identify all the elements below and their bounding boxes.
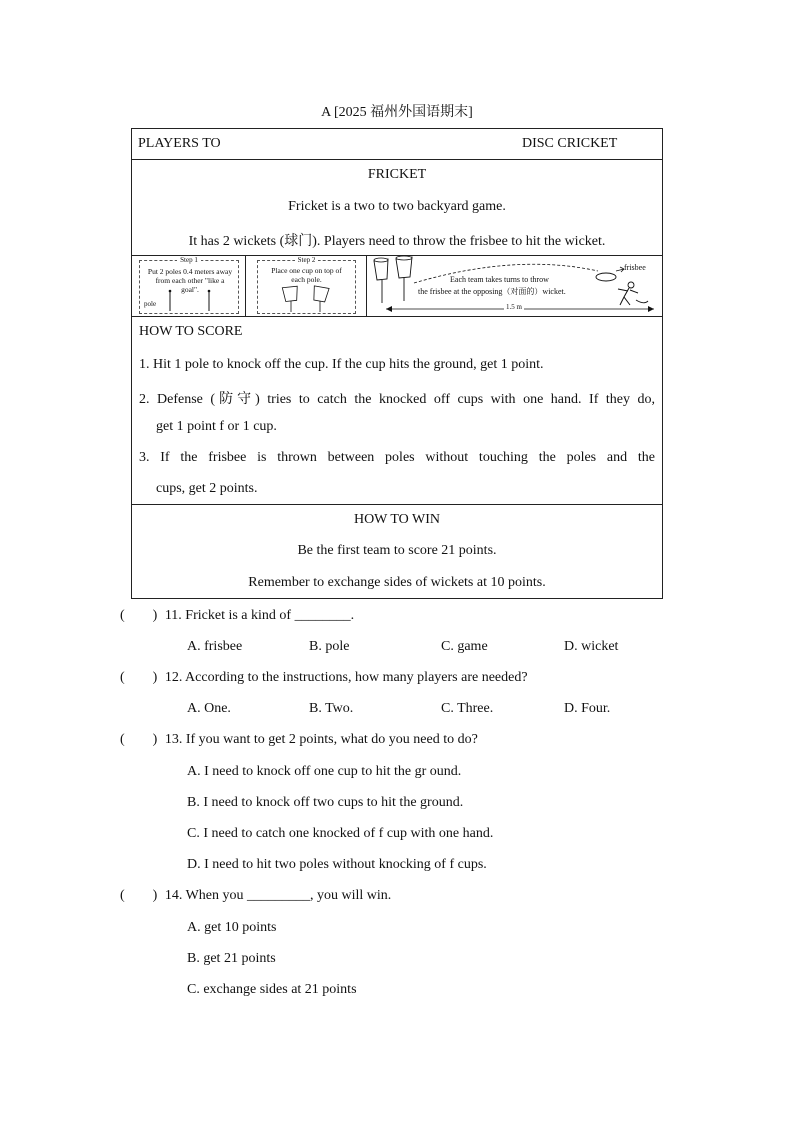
step2-text: Place one cup on top of each pole. <box>271 266 342 284</box>
cups-on-poles-illustration <box>258 261 355 313</box>
how-to-score-row <box>131 316 663 505</box>
question-11-stem: 11. Fricket is a kind of ________. <box>164 608 355 623</box>
q12-option-a[interactable]: A. One. <box>187 701 231 716</box>
score-rule-2-line-2: get 1 point f or 1 cup. <box>156 419 277 434</box>
step1-text: Put 2 poles 0.4 meters away from each other "like a goal". <box>147 267 233 294</box>
question-14 <box>120 888 391 904</box>
players-to-label: PLAYERS TO <box>138 136 221 151</box>
step1-box <box>139 256 239 314</box>
q14-option-c[interactable]: C. exchange sides at 21 points <box>187 982 357 997</box>
score-rule-3-line-1: 3. If the frisbee is thrown between poles without touching the poles and the <box>139 450 655 465</box>
exam-source-heading: A [2025 福州外国语期末] <box>321 105 473 120</box>
step3-text-1: Each team takes turns to throw <box>450 275 549 284</box>
step2-title: Step 2 <box>295 256 319 264</box>
answer-blank-12[interactable]: ( ) <box>120 670 158 685</box>
q11-option-c[interactable]: C. game <box>441 639 488 654</box>
q13-option-a[interactable]: A. I need to knock off one cup to hit the gr ound. <box>187 764 462 779</box>
how-to-win-row <box>131 504 663 599</box>
q12-option-c[interactable]: C. Three. <box>441 701 494 716</box>
q12-option-d[interactable]: D. Four. <box>564 701 611 716</box>
how-to-score-title: HOW TO SCORE <box>139 324 243 339</box>
question-12 <box>120 670 528 686</box>
q11-option-b[interactable]: B. pole <box>309 639 350 654</box>
q12-option-b[interactable]: B. Two. <box>309 701 354 716</box>
poster-header-row <box>131 128 663 160</box>
disc-cricket-label: DISC CRICKET <box>522 136 618 151</box>
question-14-stem: 14. When you _________, you will win. <box>164 888 392 903</box>
poles-illustration <box>140 261 238 313</box>
win-rule-2: Remember to exchange sides of wickets at 10 points. <box>248 575 546 590</box>
q14-option-b[interactable]: B. get 21 points <box>187 951 276 966</box>
q13-option-c[interactable]: C. I need to catch one knocked of f cup with one hand. <box>187 826 494 841</box>
step2-box <box>257 256 356 314</box>
step3-text-2: the frisbee at the opposing（对面的）wicket. <box>418 287 566 296</box>
question-12-stem: 12. According to the instructions, how many players are needed? <box>164 670 528 685</box>
q13-option-b[interactable]: B. I need to knock off two cups to hit the ground. <box>187 795 464 810</box>
step1-pole-label: pole <box>144 300 157 308</box>
q11-option-a[interactable]: A. frisbee <box>187 639 243 654</box>
answer-blank-14[interactable]: ( ) <box>120 888 158 903</box>
answer-blank-13[interactable]: ( ) <box>120 732 158 747</box>
score-rule-3-line-2: cups, get 2 points. <box>156 481 258 496</box>
frisbee-label: frisbee <box>624 263 646 272</box>
win-rule-1: Be the first team to score 21 points. <box>297 543 497 558</box>
question-13-stem: 13. If you want to get 2 points, what do you need to do? <box>164 732 478 747</box>
score-rule-1: 1. Hit 1 pole to knock off the cup. If the cup hits the ground, get 1 point. <box>139 357 544 372</box>
distance-label: 1.5 m <box>506 303 522 311</box>
step3-cell <box>366 255 662 316</box>
question-11 <box>120 608 354 624</box>
poster-intro-row <box>131 159 663 256</box>
poster-intro-2: It has 2 wickets (球门). Players need to throw the frisbee to hit the wicket. <box>188 234 606 249</box>
score-rule-2-line-1: 2. Defense (防守) tries to catch the knocked off cups with one hand. If they do, <box>139 392 655 407</box>
poster-steps-row <box>131 255 663 317</box>
answer-blank-11[interactable]: ( ) <box>120 608 158 623</box>
q11-option-d[interactable]: D. wicket <box>564 639 619 654</box>
poster-title: FRICKET <box>367 167 427 182</box>
q14-option-a[interactable]: A. get 10 points <box>187 920 277 935</box>
step1-cell <box>132 255 246 316</box>
question-13 <box>120 732 478 748</box>
how-to-win-title: HOW TO WIN <box>353 512 441 527</box>
poster-intro-1: Fricket is a two to two backyard game. <box>288 199 506 214</box>
step1-title: Step 1 <box>177 256 201 264</box>
step2-cell <box>245 255 367 316</box>
q13-option-d[interactable]: D. I need to hit two poles without knocking of f cups. <box>187 857 487 872</box>
